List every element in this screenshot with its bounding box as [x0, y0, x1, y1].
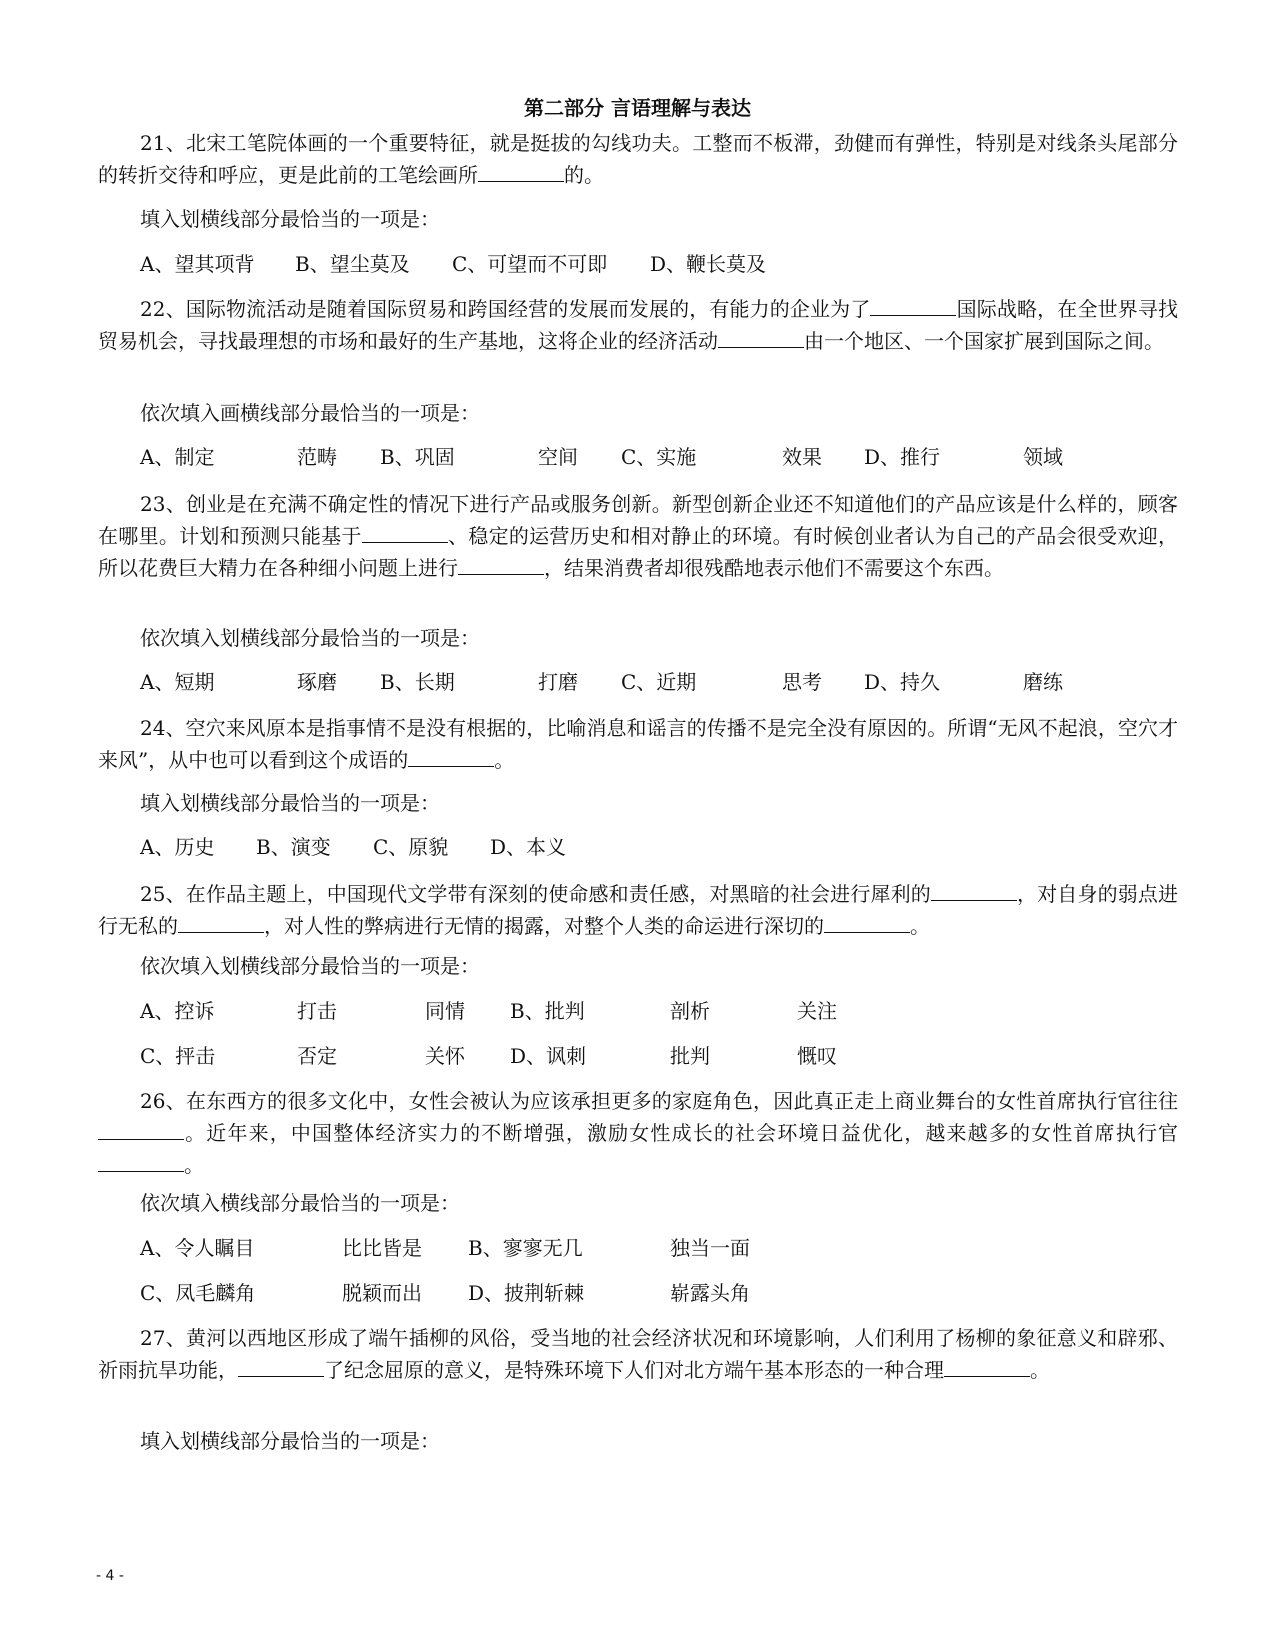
answer-blank: [458, 554, 544, 575]
question-22-option-d-second: 领域: [1023, 445, 1063, 469]
answer-blank: [870, 295, 956, 316]
question-23-option-b-second: 打磨: [538, 670, 578, 694]
question-27-prompt: 填入划横线部分最恰当的一项是：: [140, 1429, 440, 1453]
question-25-option-d-third: 慨叹: [797, 1044, 837, 1068]
question-21-prompt: 填入划横线部分最恰当的一项是：: [140, 207, 440, 231]
question-22-option-b-second: 空间: [538, 445, 578, 469]
answer-blank: [408, 746, 494, 767]
answer-blank: [931, 880, 1017, 901]
question-25-option-d: D、讽刺: [510, 1044, 587, 1068]
question-24-prompt: 填入划横线部分最恰当的一项是：: [140, 791, 440, 815]
question-25-option-b-second: 剖析: [670, 999, 710, 1023]
question-25-stem: 25、在作品主题上，中国现代文学带有深刻的使命感和责任感，对黑暗的社会进行犀利的 ，对自身的弱点进行无私的 ，对人性的弊病进行无情的揭露，对整个人类的命运进行深切的 。: [98, 882, 1179, 938]
question-21-option-c: C、可望而不可即: [452, 252, 608, 276]
question-22-option-d: D、推行: [864, 445, 941, 469]
question-26-option-a-second: 比比皆是: [342, 1236, 422, 1260]
question-26-option-a: A、令人瞩目: [140, 1236, 255, 1260]
section-title: 第二部分 言语理解与表达: [524, 96, 751, 120]
answer-blank: [178, 912, 264, 933]
question-21-stem: 21、北宋工笔院体画的一个重要特征，就是挺拔的勾线功夫。工整而不板滞，劲健而有弹性，特别是对线条头尾部分的转折交待和呼应，更是此前的工笔绘画所 的。: [98, 131, 1178, 187]
question-22-prompt: 依次填入画横线部分最恰当的一项是：: [140, 401, 480, 425]
question-23-option-a-second: 琢磨: [297, 670, 337, 694]
question-25-option-c: C、抨击: [140, 1044, 216, 1068]
question-23-stem: 23、创业是在充满不确定性的情况下进行产品或服务创新。新型创新企业还不知道他们的产品应该是什么样的，顾客在哪里。计划和预测只能基于 、稳定的运营历史和相对静止的环境。有时候创业者认为自己的产品会很受欢迎，所以花费巨大精力在各种细小问题上进行 ，结果消费者却很残酷地表示他们不需要这个东西。: [98, 492, 1179, 580]
answer-blank: [718, 327, 804, 348]
question-23-prompt: 依次填入划横线部分最恰当的一项是：: [140, 626, 480, 650]
question-24-option-b: B、演变: [256, 835, 331, 859]
question-22-option-a: A、制定: [140, 445, 215, 469]
question-27-stem: 27、黄河以西地区形成了端午插柳的风俗，受当地的社会经济状况和环境影响，人们利用了杨柳的象征意义和辟邪、祈雨抗旱功能， 了纪念屈原的意义，是特殊环境下人们对北方端午基本形态的一种合理 。: [98, 1326, 1178, 1382]
question-25-option-b-third: 关注: [797, 999, 837, 1023]
question-23-option-d-second: 磨练: [1023, 670, 1063, 694]
answer-blank: [98, 1151, 184, 1172]
question-23-option-d: D、持久: [864, 670, 941, 694]
question-21-option-a: A、望其项背: [140, 252, 255, 276]
question-21-option-b: B、望尘莫及: [295, 252, 410, 276]
question-25-option-a-second: 打击: [297, 999, 337, 1023]
page-number: - 4 -: [96, 1568, 124, 1584]
question-23-option-a: A、短期: [140, 670, 215, 694]
question-25-option-a-third: 同情: [425, 999, 465, 1023]
question-24-stem: 24、空穴来风原本是指事情不是没有根据的，比喻消息和谣言的传播不是完全没有原因的。所谓“无风不起浪，空穴才来风”，从中也可以看到这个成语的 。: [98, 716, 1178, 772]
question-25-prompt: 依次填入划横线部分最恰当的一项是：: [140, 954, 480, 978]
question-25-option-b: B、批判: [510, 999, 585, 1023]
answer-blank: [98, 1119, 184, 1140]
question-22-stem: 22、国际物流活动是随着国际贸易和跨国经营的发展而发展的，有能力的企业为了 国际战略，在全世界寻找贸易机会，寻找最理想的市场和最好的生产基地，这将企业的经济活动 由一个地区、一个国家扩展到国际之间。: [98, 297, 1179, 353]
question-22-option-c: C、实施: [621, 445, 697, 469]
question-21-option-d: D、鞭长莫及: [650, 252, 767, 276]
question-22-option-c-second: 效果: [782, 445, 822, 469]
answer-blank: [478, 161, 564, 182]
question-26-stem: 26、在东西方的很多文化中，女性会被认为应该承担更多的家庭角色，因此真正走上商业舞台的女性首席执行官往往。近年来，中国整体经济实力的不断增强，激励女性成长的社会环境日益优化，越来越多的女性首席执行官。: [98, 1085, 1178, 1181]
answer-blank: [238, 1356, 324, 1377]
answer-blank: [824, 912, 910, 933]
question-24-option-d: D、本义: [490, 835, 567, 859]
question-24-option-c: C、原貌: [373, 835, 449, 859]
question-22-option-b: B、巩固: [380, 445, 455, 469]
question-26-option-b: B、寥寥无几: [468, 1236, 583, 1260]
question-25-option-d-second: 批判: [670, 1044, 710, 1068]
question-23-option-b: B、长期: [380, 670, 455, 694]
question-26-prompt: 依次填入横线部分最恰当的一项是：: [140, 1191, 460, 1215]
question-25-option-a: A、控诉: [140, 999, 215, 1023]
answer-blank: [944, 1356, 1030, 1377]
question-23-option-c-second: 思考: [782, 670, 822, 694]
answer-blank: [362, 522, 448, 543]
question-25-option-c-third: 关怀: [425, 1044, 465, 1068]
question-23-option-c: C、近期: [621, 670, 697, 694]
question-26-option-c-second: 脱颖而出: [342, 1281, 422, 1305]
question-24-option-a: A、历史: [140, 835, 215, 859]
question-22-option-a-second: 范畴: [297, 445, 337, 469]
question-26-option-d: D、披荆斩棘: [468, 1281, 585, 1305]
question-25-option-c-second: 否定: [297, 1044, 337, 1068]
question-26-option-b-second: 独当一面: [670, 1236, 750, 1260]
question-26-option-d-second: 崭露头角: [670, 1281, 750, 1305]
question-26-option-c: C、凤毛麟角: [140, 1281, 256, 1305]
